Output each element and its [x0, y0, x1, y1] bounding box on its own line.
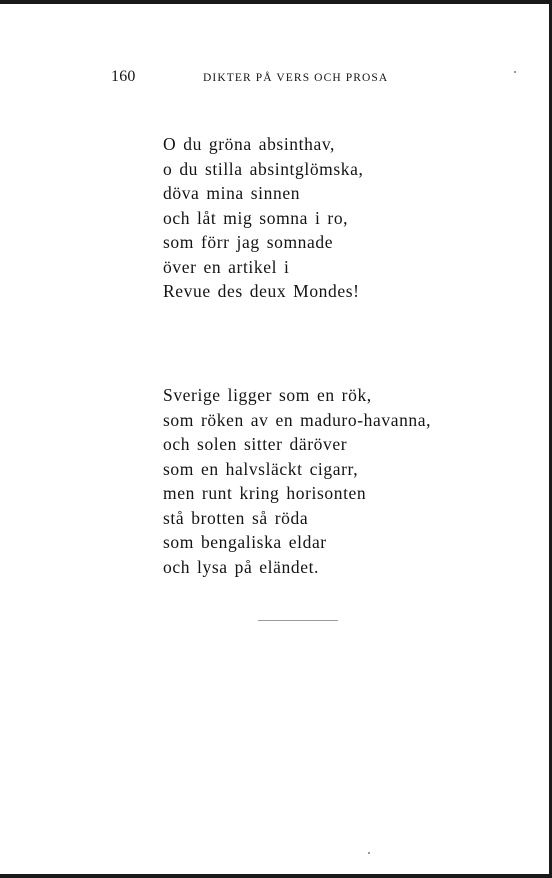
poem-line: och lysa på eländet.	[163, 556, 320, 577]
poem-line: som förr jag somnade	[163, 232, 334, 252]
poem-line: o du stilla absintglömska,	[163, 158, 364, 179]
poem-stanza-2	[163, 383, 431, 579]
poem-line: och låt mig somna i ro,	[163, 207, 349, 228]
poem-stanza-1	[163, 132, 363, 304]
poem-line: som bengaliska eldar	[163, 532, 327, 552]
poem-line: över en artikel i	[163, 256, 290, 277]
poem-line: Sverige ligger som en rök,	[163, 385, 372, 405]
page-border-bottom	[0, 874, 552, 878]
section-separator-rule	[258, 620, 338, 621]
page-number: 160	[111, 68, 136, 85]
poem-line: och solen sitter däröver	[163, 434, 348, 454]
poem-line: som en halvsläckt cigarr,	[163, 458, 359, 479]
print-speck	[514, 71, 516, 73]
poem-line: Revue des deux Mondes!	[163, 281, 360, 301]
poem-line: stå brotten så röda	[163, 507, 309, 528]
poem-line: som röken av en maduro-havanna,	[163, 409, 432, 430]
poem-line: döva mina sinnen	[163, 183, 301, 203]
print-speck	[368, 852, 370, 854]
poem-line: O du gröna absinthav,	[163, 134, 336, 154]
running-title: DIKTER PÅ VERS OCH PROSA	[203, 72, 389, 84]
poem-line: men runt kring horisonten	[163, 483, 367, 503]
page-border-top	[0, 0, 552, 4]
